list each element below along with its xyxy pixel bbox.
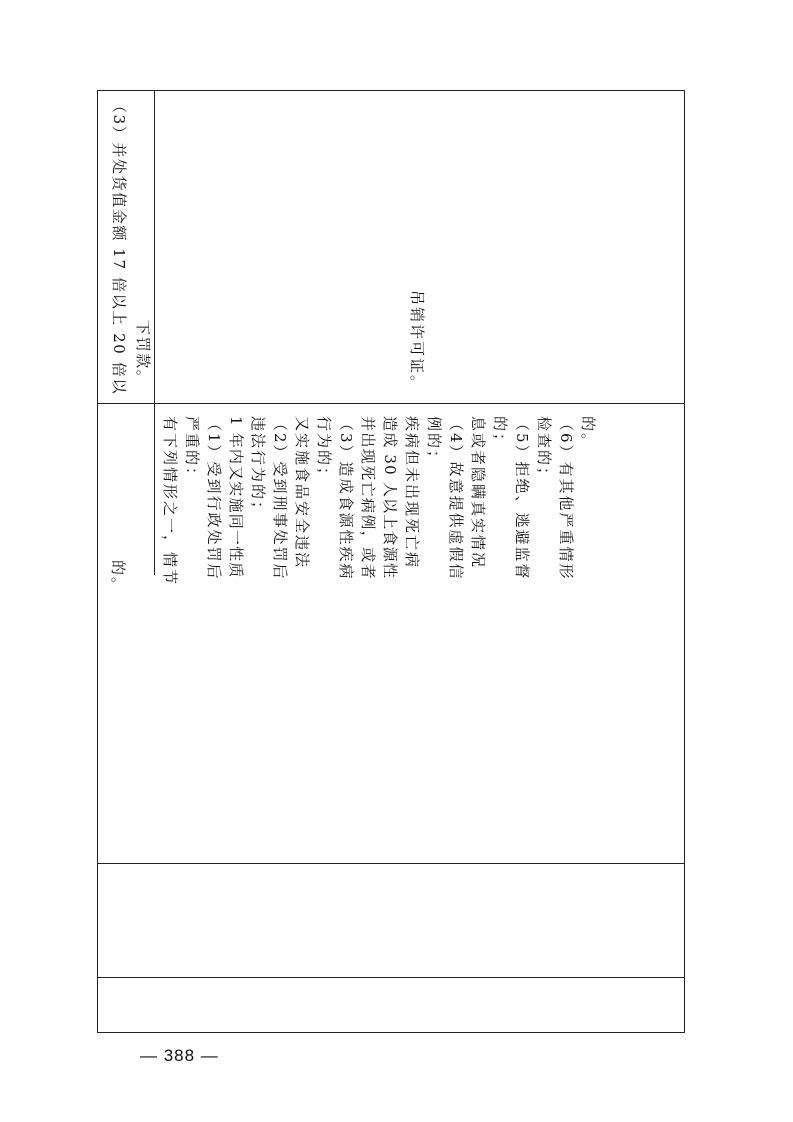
cell-mid-right-line-14: （4）故意提供虚假信 bbox=[447, 416, 465, 581]
row-divider-1 bbox=[98, 403, 684, 404]
cell-mid-right-line-11: 造成 30 人以上食源性 bbox=[381, 416, 399, 580]
page-number: — 388 — bbox=[140, 1046, 219, 1065]
column-divider-lower bbox=[154, 403, 155, 575]
cell-mid-right-line-6: （2）受到刑事处罚后 bbox=[271, 416, 289, 581]
cell-mid-right-line-16: 的； bbox=[491, 416, 509, 451]
cell-mid-right-line-17: （5）拒绝、逃避监督 bbox=[513, 416, 531, 581]
row-divider-2 bbox=[98, 863, 684, 864]
cell-mid-right-line-19: （6）有其他严重情形 bbox=[557, 416, 575, 581]
cell-mid-right-line-8: 行为的； bbox=[315, 416, 333, 485]
cell-top-left-line-1: （3）并处货值金额 17 倍以上 20 倍以 bbox=[110, 98, 128, 395]
cell-top-right-line-1: 吊销许可证。 bbox=[408, 290, 426, 393]
cell-mid-right-line-15: 息或者隐瞒真实情况 bbox=[469, 416, 487, 570]
cell-mid-right-line-20: 的。 bbox=[579, 416, 597, 451]
cell-mid-right-line-10: 并出现死亡病例，或者 bbox=[359, 416, 377, 581]
cell-mid-right-line-4: 1 年内又实施同一性质 bbox=[227, 416, 245, 579]
cell-mid-left-line-1: 的。 bbox=[109, 560, 127, 595]
cell-mid-right-line-9: （3）造成食源性疾病 bbox=[337, 416, 355, 581]
cell-mid-right-line-3: （1）受到行政处罚后 bbox=[205, 416, 223, 581]
row-divider-3 bbox=[98, 977, 684, 978]
cell-mid-right-line-2: 严重的： bbox=[183, 416, 201, 485]
cell-mid-right-line-5: 违法行为的； bbox=[249, 416, 267, 519]
cell-top-left-line-2: 下罚款。 bbox=[134, 320, 152, 387]
cell-mid-right-line-18: 检查的； bbox=[535, 416, 553, 485]
cell-mid-right-line-1: 有下列情形之一，情节 bbox=[161, 416, 179, 587]
cell-mid-right-line-12: 疾病但未出现死亡病 bbox=[403, 416, 421, 570]
cell-mid-right-line-13: 例的； bbox=[425, 416, 443, 468]
column-divider bbox=[154, 91, 155, 403]
cell-mid-right-line-7: 又实施食品安全违法 bbox=[293, 416, 311, 570]
